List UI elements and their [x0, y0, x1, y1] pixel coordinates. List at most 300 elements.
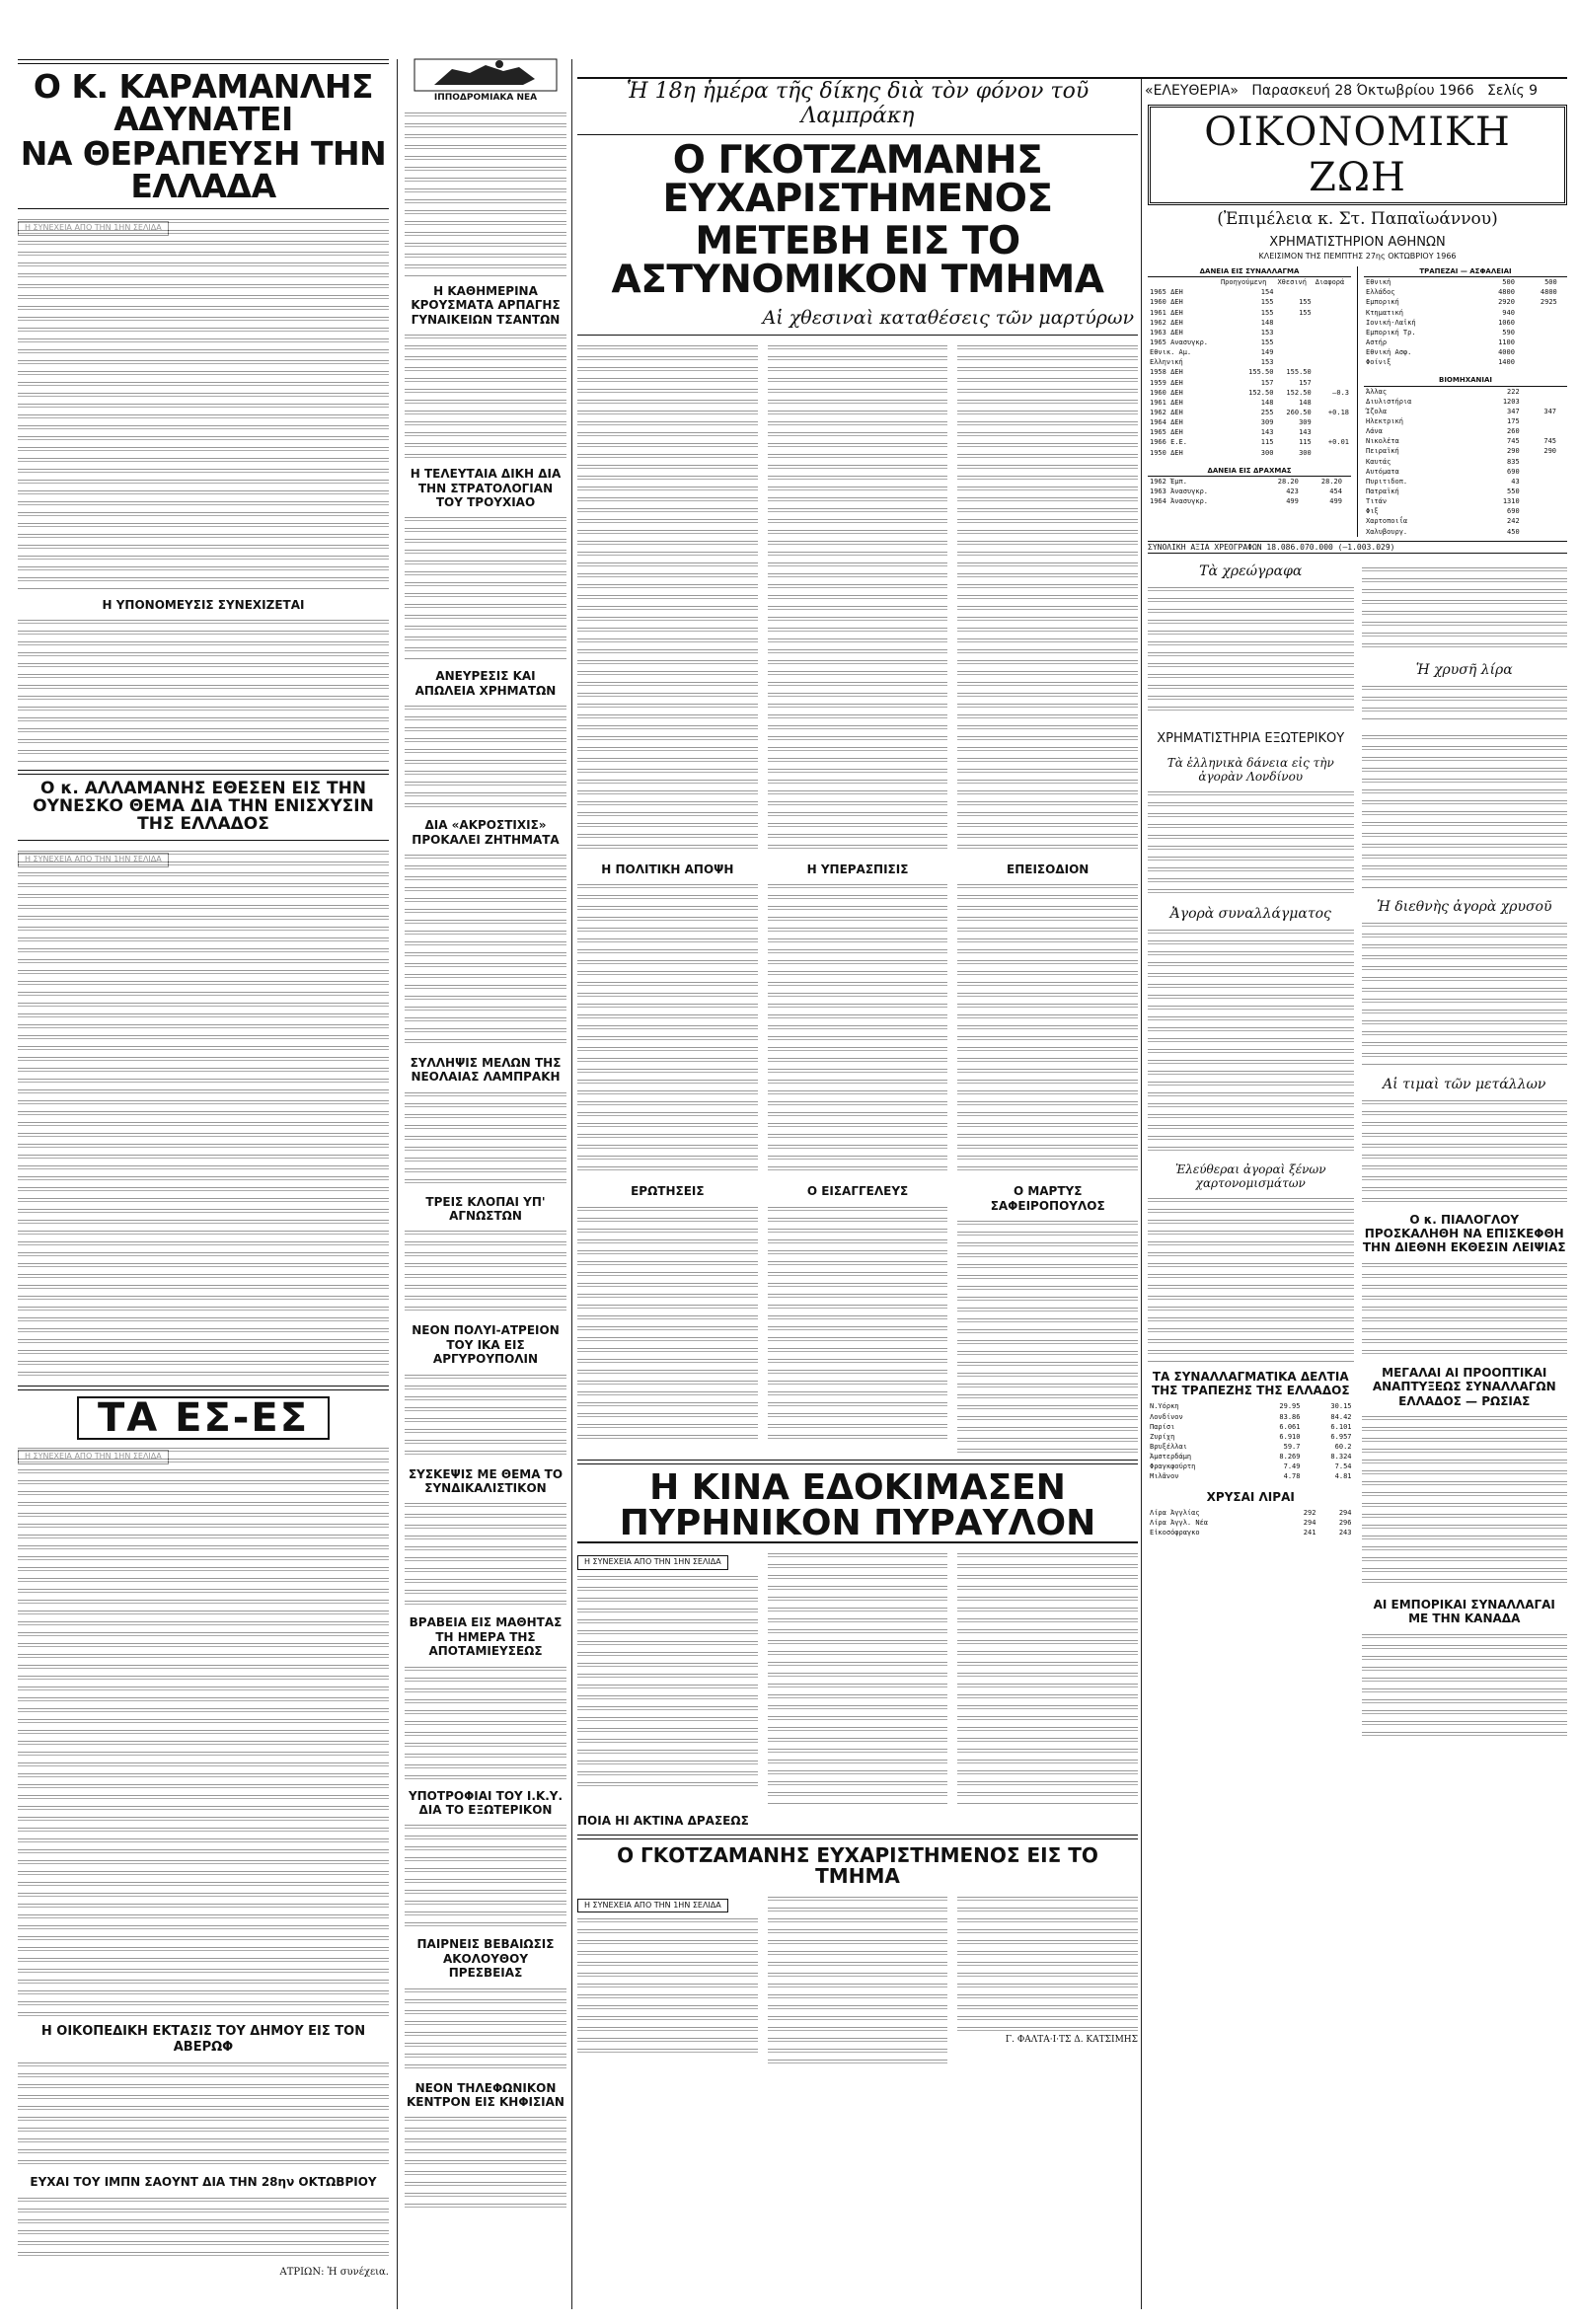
- table-cell: [1558, 397, 1567, 407]
- table-cell: [1314, 398, 1351, 408]
- col-head: Προηγούμενη: [1220, 278, 1267, 287]
- table-cell: [1314, 347, 1351, 357]
- table-cell: 7.49: [1283, 1462, 1301, 1471]
- table-row: [1364, 347, 1567, 357]
- article-body: [1362, 1096, 1568, 1205]
- table-cell: 690: [1507, 507, 1520, 516]
- article-body: [1148, 787, 1354, 896]
- table-cell: [1344, 487, 1351, 496]
- article-body: [577, 880, 758, 1176]
- table-cell: [1522, 506, 1558, 516]
- table-cell: [1275, 347, 1313, 357]
- article-body: [957, 341, 1138, 855]
- table-cell: [1522, 477, 1558, 487]
- table-cell: 423: [1286, 487, 1299, 495]
- article-body: [405, 1821, 566, 1929]
- table-cell: [1559, 347, 1567, 357]
- table-cell: 450: [1507, 527, 1520, 536]
- table-row: [1364, 496, 1567, 506]
- table-row: [1148, 1462, 1354, 1471]
- table-cell: 175: [1507, 416, 1520, 425]
- headline-allamanis: Ο κ. ΑΛΛΑΜΑΝΗΣ ΕΘΕΣΕΝ ΕΙΣ ΤΗΝ ΟΥΝΕΣΚΟ ΘΕΜΑ ΔΙΑ ΤΗΝ ΕΝΙΣΧΥΣΙΝ ΤΗΣ ΕΛΛΑΔΟΣ: [33, 779, 374, 835]
- news-head-9: ΥΠΟΤΡΟΦΙΑΙ ΤΟΥ Ι.Κ.Υ. ΔΙΑ ΤΟ ΕΞΩΤΕΡΙΚΟΝ: [408, 1788, 564, 1817]
- table-cell: 499: [1286, 497, 1299, 506]
- table-row: [1148, 1508, 1354, 1518]
- table-cell: [1314, 378, 1351, 388]
- economy-subtitle: (Ἐπιμέλεια κ. Στ. Παπαϊωάννου): [1217, 209, 1498, 229]
- inner-head-2: ΕΡΩΤΗΣΕΙΣ: [631, 1184, 705, 1199]
- table-cell: 1960 ΔΕΗ: [1150, 388, 1183, 397]
- table-cell: 43: [1511, 477, 1520, 486]
- economy-title: ΟΙΚΟΝΟΜΙΚΗ ΖΩΗ: [1148, 105, 1567, 205]
- table-cell: 155: [1260, 308, 1274, 317]
- news-head-4: ΣΥΛΛΗΨΙΣ ΜΕΛΩΝ ΤΗΣ ΝΕΟΛΑΙΑΣ ΛΑΜΠΡΑΚΗ: [410, 1055, 562, 1085]
- industries-head: ΒΙΟΜΗΧΑΝΙΑΙ: [1364, 375, 1567, 386]
- table-cell: 155: [1299, 308, 1312, 317]
- table-cell: [1559, 287, 1567, 297]
- table-cell: 29.95: [1279, 1402, 1301, 1411]
- table-cell: 1961 ΔΕΗ: [1150, 398, 1183, 407]
- table-row: [1148, 1471, 1354, 1481]
- article-columns: [577, 341, 1138, 855]
- article-body: [957, 1549, 1138, 1806]
- table-cell: Εἰκοσόφραγκο: [1150, 1529, 1200, 1537]
- table-cell: [1517, 318, 1559, 328]
- table-cell: 155: [1260, 337, 1274, 346]
- table-row: [1148, 308, 1351, 318]
- table-row: [1148, 318, 1351, 328]
- table-cell: 148: [1299, 398, 1312, 407]
- gold-head: ΧΡΥΣΑΙ ΛΙΡΑΙ: [1206, 1489, 1295, 1504]
- issue-date: Παρασκευή 28 Όκτωβρίου 1966: [1251, 83, 1474, 99]
- table-cell: [1559, 337, 1567, 347]
- table-cell: 454: [1329, 487, 1342, 495]
- article-body: [405, 1499, 566, 1608]
- table-cell: 84.42: [1330, 1412, 1352, 1421]
- section-1: Ἡ χρυσῆ λίρα: [1415, 661, 1513, 678]
- table-cell: Εμπορική Τρ.: [1366, 328, 1416, 337]
- table-cell: Πειραϊκή: [1366, 447, 1399, 456]
- section-9: ΜΕΓΑΛΑΙ ΑΙ ΠΡΟΟΠΤΙΚΑΙ ΑΝΑΠΤΥΞΕΩΣ ΣΥΝΑΛΛΑΓΩΝ ΕΛΛΑΔΟΣ — ΡΩΣΙΑΣ: [1372, 1365, 1556, 1408]
- table-cell: Κτηματική: [1366, 308, 1403, 317]
- table-cell: [1275, 357, 1313, 367]
- article-body: [1362, 919, 1568, 1067]
- column-left: [18, 59, 389, 2309]
- table-cell: 155.50: [1286, 368, 1312, 377]
- table-cell: [1559, 277, 1567, 288]
- table-cell: 1060: [1498, 318, 1515, 327]
- headline-karamanlis-1: Ο Κ. ΚΑΡΑΜΑΝΛΗΣ ΑΔΥΝΑΤΕΙ: [33, 67, 374, 138]
- table-cell: Ελλάδος: [1366, 288, 1395, 297]
- news-head-0: Η ΚΑΘΗΜΕΡΙΝΑ ΚΡΟΥΣΜΑΤΑ ΑΡΠΑΓΗΣ ΓΥΝΑΙΚΕΙΩΝ ΤΣΑΝΤΩΝ: [411, 284, 561, 327]
- table-cell: 241: [1303, 1529, 1316, 1537]
- news-head-7: ΣΥΣΚΕΨΙΣ ΜΕ ΘΕΜΑ ΤΟ ΣΥΝΔΙΚΑΛΙΣΤΙΚΟΝ: [408, 1466, 564, 1496]
- article-body: [1362, 1630, 1568, 1739]
- table-cell: Διυλιστήρια: [1366, 397, 1412, 406]
- article-body: [1362, 682, 1568, 721]
- table-cell: 260: [1507, 427, 1520, 436]
- table-cell: 1964 Ἀνασυγκρ.: [1150, 497, 1209, 506]
- table-cell: [1522, 416, 1558, 426]
- table-cell: 153: [1260, 358, 1274, 367]
- table-cell: 835: [1507, 457, 1520, 466]
- table-cell: [1314, 328, 1351, 337]
- inner-head-5: Ο ΜΑΡΤΥΣ ΣΑΦΕΙΡΟΠΟΥΛΟΣ: [990, 1184, 1105, 1213]
- table-cell: Ἀμστερδάμη: [1150, 1453, 1192, 1462]
- article-body: [577, 341, 758, 855]
- table-cell: Βρυξέλλαι: [1150, 1443, 1187, 1451]
- article-body: [405, 1227, 566, 1315]
- table-cell: 1965 Ανασυγκρ.: [1150, 337, 1209, 346]
- article-body: [577, 1572, 758, 1789]
- table-cell: [1314, 297, 1351, 307]
- table-cell: 1962 Ἐμπ.: [1150, 477, 1187, 486]
- article-body: [405, 2113, 566, 2212]
- article-body: [768, 1893, 948, 2070]
- table-cell: [1558, 436, 1567, 446]
- banks-table: [1364, 266, 1567, 367]
- table-cell: [1522, 457, 1558, 467]
- table-row: [1148, 487, 1351, 496]
- table-cell: Λίρα Ἀγγλίας: [1150, 1508, 1200, 1517]
- table-cell: 1963 Ἀνασυγκρ.: [1150, 487, 1209, 495]
- table-cell: 157: [1299, 378, 1312, 387]
- headline-ta-es-es: ΤΑ ΕΣ-ΕΣ: [77, 1396, 330, 1440]
- table-cell: 4.78: [1283, 1472, 1301, 1481]
- table-cell: [1559, 328, 1567, 337]
- table-cell: [1517, 328, 1559, 337]
- trial-subhead: Αἱ χθεσιναὶ καταθέσεις τῶν μαρτύρων: [762, 307, 1134, 329]
- table-cell: [1522, 426, 1558, 436]
- table-cell: [1314, 308, 1351, 318]
- story-end-note: ΑΤΡΙΩΝ: Ἡ συνέχεια.: [279, 2266, 389, 2278]
- table-cell: 1310: [1502, 497, 1520, 506]
- article-body: [405, 1663, 566, 1781]
- table-cell: 690: [1507, 467, 1520, 476]
- table-cell: 4.81: [1334, 1472, 1352, 1481]
- column-divider: [1141, 79, 1142, 2309]
- inner-head-3: Ο ΕΙΣΑΓΓΕΛΕΥΣ: [806, 1184, 909, 1199]
- news-head-2: ΑΝΕΥΡΕΣΙΣ ΚΑΙ ΑΠΩΛΕΙΑ ΧΡΗΜΑΤΩΝ: [414, 669, 557, 698]
- continuation-box: Η ΣΥΝΕΧΕΙΑ ΑΠΟ ΤΗΝ 1ΗΝ ΣΕΛΙΔΑ: [577, 1555, 728, 1570]
- article-body: [405, 1985, 566, 2073]
- inner-head-1: Η ΥΠΕΡΑΣΠΙΣΙΣ: [806, 862, 909, 876]
- table-cell: Ίζολα: [1366, 407, 1388, 415]
- article-body: [405, 109, 566, 276]
- table-cell: [1314, 318, 1351, 328]
- article-columns: [577, 855, 1138, 1454]
- article-body: [768, 1549, 948, 1806]
- table-row: [1364, 457, 1567, 467]
- exchange-title: ΧΡΗΜΑΤΙΣΤΗΡΙΟΝ ΑΘΗΝΩΝ: [1269, 235, 1446, 250]
- table-row: [1364, 318, 1567, 328]
- table-cell: 500: [1544, 278, 1557, 287]
- exchange-subtitle: ΚΛΕΙΣΙΜΟΝ ΤΗΣ ΠΕΜΠΤΗΣ 27ης ΟΚΤΩΒΡΙΟΥ 1966: [1258, 252, 1457, 261]
- table-cell: 4800: [1540, 288, 1557, 297]
- table-cell: 1961 ΔΕΗ: [1150, 308, 1183, 317]
- article-body: [768, 341, 948, 855]
- table-cell: Πατραϊκή: [1366, 487, 1399, 495]
- news-head-10: ΠΑΙΡΝΕΙΣ ΒΕΒΑΙΩΣΙΣ ΑΚΟΛΟΥΘΟΥ ΠΡΕΣΒΕΙΑΣ: [416, 1937, 555, 1981]
- article-body: [18, 2194, 389, 2263]
- table-cell: [1275, 318, 1313, 328]
- section-11: ΑΙ ΕΜΠΟΡΙΚΑΙ ΣΥΝΑΛΛΑΓΑΙ ΜΕ ΤΗΝ ΚΑΝΑΔΑ: [1373, 1598, 1555, 1626]
- section-8: Ο κ. ΠΙΑΛΟΓΛΟΥ ΠΡΟΣΚΑΛΗΘΗ ΝΑ ΕΠΙΣΚΕΦΘΗ ΤΗΝ ΔΙΕΘΝΗ ΕΚΘΕΣΙΝ ΛΕΙΨΙΑΣ: [1362, 1212, 1566, 1255]
- table-cell: 149: [1260, 348, 1274, 357]
- table-row: [1148, 476, 1351, 487]
- table-row: [1364, 436, 1567, 446]
- table-row: [1364, 446, 1567, 456]
- inner-head-0: Η ΠΟΛΙΤΙΚΗ ΑΠΟΨΗ: [601, 862, 734, 876]
- table-cell: [1314, 357, 1351, 367]
- table-cell: 260.50: [1286, 408, 1312, 416]
- headline-karamanlis-2: ΝΑ ΘΕΡΑΠΕΥΣΗ ΤΗΝ ΕΛΛΑΔΑ: [20, 134, 387, 205]
- table-row: [1148, 357, 1351, 367]
- section-0: Τὰ χρεώγραφα: [1199, 562, 1303, 579]
- table-cell: [1558, 446, 1567, 456]
- table-cell: [1517, 337, 1559, 347]
- table-cell: [1522, 516, 1558, 526]
- table-cell: 1400: [1498, 358, 1515, 367]
- table-row: [1148, 1518, 1354, 1528]
- subhead-eyxai: ΕΥΧΑΙ ΤΟΥ ΙΜΠΝ ΣΑΟΥΝΤ ΔΙΑ ΤΗΝ 28ην ΟΚΤΩΒΡΙΟΥ: [30, 2175, 377, 2190]
- table-cell: 940: [1502, 308, 1515, 317]
- table-cell: 153: [1260, 328, 1274, 337]
- article-body: [18, 2059, 389, 2167]
- article-body: [405, 851, 566, 1048]
- table-cell: 745: [1507, 437, 1520, 446]
- table-cell: 152.50: [1248, 388, 1274, 397]
- table-row: [1364, 337, 1567, 347]
- table-cell: 500: [1502, 278, 1515, 287]
- table-row: [1148, 1401, 1354, 1411]
- table-row: [1148, 1528, 1354, 1537]
- table-row: [1148, 1442, 1354, 1452]
- article-body: [1148, 926, 1354, 1153]
- table-cell: [1559, 357, 1567, 367]
- table-cell: [1522, 397, 1558, 407]
- table-row: [1364, 277, 1567, 288]
- article-body: [18, 1444, 389, 2016]
- table-cell: 28.20: [1320, 477, 1342, 486]
- table-cell: Φραγκφούρτη: [1150, 1462, 1196, 1471]
- fx-table: [1148, 1401, 1354, 1481]
- page-number: Σελίς 9: [1487, 83, 1539, 99]
- table-cell: 6.910: [1279, 1432, 1301, 1441]
- table-cell: 143: [1260, 428, 1274, 437]
- table-row: [1364, 516, 1567, 526]
- table-row: [1364, 407, 1567, 416]
- table-cell: 1959 ΔΕΗ: [1150, 378, 1183, 387]
- table-cell: 7.54: [1334, 1462, 1352, 1471]
- table-cell: 83.86: [1279, 1412, 1301, 1421]
- column-divider: [571, 59, 572, 2309]
- article-body: [1362, 1412, 1568, 1590]
- article-body: [18, 847, 389, 1380]
- table-cell: Λίρα Ἀγγλ. Νέα: [1150, 1519, 1209, 1528]
- article-body: [405, 331, 566, 459]
- bonds-table: [1148, 266, 1351, 458]
- table-cell: [1522, 496, 1558, 506]
- news-head-1: Η ΤΕΛΕΥΤΑΙΑ ΔΙΚΗ ΔΙΑ ΤΗΝ ΣΤΡΑΤΟΛΟΓΙΑΝ ΤΟΥ ΤΡΟΥΧΙΑΟ: [410, 467, 562, 509]
- table-cell: [1559, 318, 1567, 328]
- table-cell: [1314, 427, 1351, 437]
- table-row: [1364, 467, 1567, 477]
- table-cell: 6.101: [1330, 1422, 1352, 1431]
- exchange-tables: [1148, 266, 1567, 537]
- article-body: [1362, 563, 1568, 652]
- table-cell: 152.50: [1286, 388, 1312, 397]
- table-cell: 1965 ΔΕΗ: [1150, 428, 1183, 437]
- section-5: Ἡ διεθνὴς ἀγορὰ χρυσοῦ: [1377, 898, 1552, 915]
- table-cell: 347: [1543, 407, 1557, 415]
- gold-table: [1148, 1508, 1354, 1537]
- table-cell: 4000: [1498, 348, 1515, 357]
- table-cell: Φιξ: [1366, 507, 1379, 516]
- news-head-6: ΝΕΟΝ ΠΟΛΥΙ-ΑΤΡΕΙΟΝ ΤΟΥ ΙΚΑ ΕΙΣ ΑΡΓΥΡΟΥΠΟΛΙΝ: [412, 1323, 560, 1367]
- table-cell: [1314, 367, 1351, 377]
- table-cell: 745: [1543, 437, 1557, 446]
- table-cell: [1558, 527, 1567, 537]
- table-cell: Λάνα: [1366, 427, 1383, 436]
- table-cell: [1559, 297, 1567, 307]
- table-row: [1148, 417, 1351, 427]
- article-body: [768, 880, 948, 1176]
- table-cell: Παρίσι: [1150, 1422, 1175, 1431]
- table-row: [1148, 287, 1351, 297]
- table-cell: Φοίνιξ: [1366, 358, 1391, 367]
- table-row: [1148, 1432, 1354, 1442]
- table-row: [1148, 337, 1351, 347]
- column-divider: [397, 59, 398, 2309]
- article-body: [405, 513, 566, 661]
- table-cell: [1314, 287, 1351, 297]
- table-row: [1364, 416, 1567, 426]
- table-row: [1148, 448, 1351, 458]
- article-body: [577, 1914, 758, 2053]
- table-cell: [1314, 448, 1351, 458]
- table-cell: [1558, 386, 1567, 397]
- table-cell: 6.061: [1279, 1422, 1301, 1431]
- table-cell: Μιλᾶνον: [1150, 1472, 1179, 1481]
- article-body: [768, 1203, 948, 1440]
- table-cell: 550: [1507, 487, 1520, 495]
- table-cell: Ζυρίχη: [1150, 1432, 1175, 1441]
- signature: Γ. ΦΑΛΤΑ·Ι·ΤΣ Δ. ΚΑΤΣΙΜΗΣ: [1005, 2034, 1138, 2045]
- table-cell: 155: [1260, 298, 1274, 307]
- table-row: [1364, 527, 1567, 537]
- table-cell: 255: [1260, 408, 1274, 416]
- turnover-line: ΣΥΝΟΛΙΚΗ ΑΞΙΑ ΧΡΕΟΓΡΑΦΩΝ 18.086.070.000 (—1.003.029): [1148, 541, 1567, 554]
- table-row: [1364, 297, 1567, 307]
- table-cell: 1100: [1498, 337, 1515, 346]
- table-cell: 8.269: [1279, 1453, 1301, 1462]
- table-cell: 290: [1507, 447, 1520, 456]
- table-cell: 155: [1299, 298, 1312, 307]
- table-cell: 499: [1329, 497, 1342, 506]
- table-row: [1364, 487, 1567, 496]
- table-row: [1364, 287, 1567, 297]
- table-cell: Αυτόματα: [1366, 467, 1399, 476]
- table-cell: 8.324: [1330, 1453, 1352, 1462]
- article-body: [405, 1088, 566, 1187]
- article-body: [405, 702, 566, 810]
- table-cell: 309: [1260, 418, 1274, 427]
- table-cell: 294: [1338, 1508, 1352, 1517]
- article-body: [1148, 1194, 1354, 1362]
- table-cell: Καυτάς: [1366, 457, 1391, 466]
- col-head: Διαφορά: [1315, 278, 1345, 287]
- article-body: [405, 1371, 566, 1460]
- col-head: Χθεσινή: [1277, 278, 1307, 287]
- section-4: Ἀγορὰ συναλλάγματος: [1169, 905, 1331, 922]
- table-row: [1148, 1412, 1354, 1422]
- table-cell: [1275, 328, 1313, 337]
- table-cell: Ηλεκτρική: [1366, 416, 1403, 425]
- table-cell: Αστήρ: [1366, 337, 1388, 346]
- table-cell: 296: [1338, 1519, 1352, 1528]
- table-row: [1364, 357, 1567, 367]
- table-cell: [1558, 426, 1567, 436]
- table-row: [1148, 1452, 1354, 1462]
- trial-banner: Ἡ 18η ἡμέρα τῆς δίκης διὰ τὸν φόνον τοῦ Λαμπράκη: [626, 79, 1090, 128]
- table-cell: [1517, 357, 1559, 367]
- article-body: [577, 1203, 758, 1440]
- table-row: [1364, 308, 1567, 318]
- section-3: Τὰ ἑλληνικὰ δάνεια εἰς τὴν ἀγορὰν Λονδίνου: [1166, 755, 1334, 784]
- column-news: [405, 109, 566, 2309]
- table-cell: [1517, 347, 1559, 357]
- table-cell: Χαλυβουργ.: [1366, 527, 1408, 536]
- table-cell: [1558, 487, 1567, 496]
- table-cell: 294: [1303, 1519, 1316, 1528]
- table-cell: 1203: [1502, 397, 1520, 406]
- section-6: Ἐλεύθεραι ἀγοραὶ ξένων χαρτονομισμάτων: [1174, 1162, 1326, 1190]
- subhead-ponomefsis: Η ΥΠΟΝΟΜΕΥΣΙΣ ΣΥΝΕΧΙΖΕΤΑΙ: [102, 598, 305, 612]
- table-cell: 309: [1299, 418, 1312, 427]
- table-cell: [1522, 467, 1558, 477]
- headline-china-2: ΠΥΡΗΝΙΚΟΝ ΠΥΡΑΥΛΟΝ: [577, 1506, 1138, 1543]
- table-cell: 242: [1507, 517, 1520, 526]
- subhead-oikopediki: Η ΟΙΚΟΠΕΔΙΚΗ ΕΚΤΑΣΙΣ ΤΟΥ ΔΗΜΟΥ ΕΙΣ ΤΟΝ ΑΒΕΡΩΦ: [40, 2023, 366, 2055]
- table-row: [1148, 398, 1351, 408]
- drachma-head: ΔΑΝΕΙΑ ΕΙΣ ΔΡΑΧΜΑΣ: [1148, 466, 1351, 477]
- table-cell: 590: [1502, 328, 1515, 337]
- table-cell: [1344, 476, 1351, 487]
- table-cell: [1558, 457, 1567, 467]
- table-cell: 154: [1260, 288, 1274, 297]
- table-cell: Εθνική Ασφ.: [1366, 348, 1412, 357]
- news-head-3: ΔΙΑ «ΑΚΡΟΣΤΙΧΙΣ» ΠΡΟΚΑΛΕΙ ΖΗΤΗΜΑΤΑ: [412, 818, 560, 847]
- table-row: [1148, 388, 1351, 398]
- article-columns: [577, 1549, 1138, 1806]
- headline-gkotzamanis-2: ΜΕΤΕΒΗ ΕΙΣ ΤΟ ΑΣΤΥΝΟΜΙΚΟΝ ΤΜΗΜΑ: [611, 219, 1104, 302]
- column-economy: [1148, 79, 1567, 2309]
- table-cell: 1960 ΔΕΗ: [1150, 298, 1183, 307]
- table-cell: Εμπορική: [1366, 298, 1399, 307]
- table-cell: [1344, 496, 1351, 506]
- article-body: [957, 1893, 1138, 2031]
- table-cell: Ν.Υόρκη: [1150, 1402, 1179, 1411]
- table-cell: 115: [1299, 438, 1312, 447]
- drachma-table: [1148, 466, 1351, 507]
- continuation-box: Η ΣΥΝΕΧΕΙΑ ΑΠΟ ΤΗΝ 1ΗΝ ΣΕΛΙΔΑ: [577, 1899, 728, 1913]
- article-body: [957, 1217, 1138, 1454]
- table-cell: Άλλας: [1366, 387, 1388, 396]
- table-cell: [1275, 287, 1313, 297]
- table-cell: Νικολέτα: [1366, 437, 1399, 446]
- table-cell: 157: [1260, 378, 1274, 387]
